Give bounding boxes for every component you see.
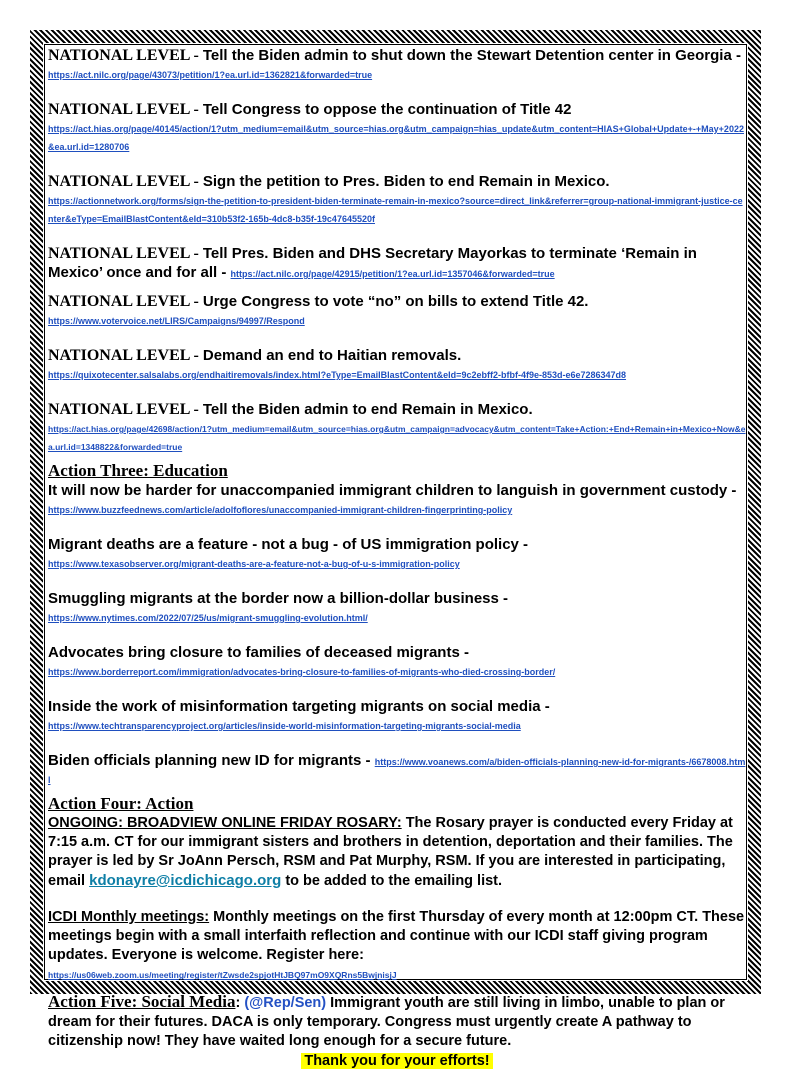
national-item-6: [48, 346, 746, 383]
article-link[interactable]: https://www.techtransparencyproject.org/articles/inside-world-misinformation-targeting-migrants-social-media: [48, 721, 521, 731]
item-title: Sign the petition to Pres. Biden to end Remain in Mexico.: [202, 173, 610, 190]
education-item-1: [48, 481, 746, 518]
zoom-register-link[interactable]: https://us06web.zoom.us/meeting/register/tZwsde2spjotHtJBQ97mO9XQRns5BwjnisjJ: [48, 970, 397, 980]
petition-link[interactable]: https://act.hias.org/page/42698/action/1?utm_medium=email&utm_source=hias.org&utm_campaign=advocacy&utm_content=Take+Action:+End+Remain+in+Mexico+Now&ea.url.id=1348822&forwarded=true: [48, 424, 746, 452]
national-item-7: [48, 400, 746, 455]
national-item-5: [48, 292, 746, 329]
icdi-label: ICDI Monthly meetings:: [48, 909, 210, 925]
contact-email-link[interactable]: kdonayre@icdichicago.org: [89, 872, 282, 889]
article-link[interactable]: https://www.texasobserver.org/migrant-deaths-are-a-feature-not-a-bug-of-u-s-immigration-policy: [48, 559, 460, 569]
item-title: It will now be harder for unaccompanied immigrant children to languish in government custody -: [48, 482, 737, 499]
item-title: Advocates bring closure to families of deceased migrants -: [48, 644, 469, 661]
item-title: Migrant deaths are a feature - not a bug - of US immigration policy -: [48, 536, 529, 553]
action-three-heading: Action Three: Education: [48, 461, 228, 480]
article-link[interactable]: https://www.borderreport.com/immigration/advocates-bring-closure-to-families-of-migrants-who-died-crossing-border/: [48, 667, 556, 677]
level-label: NATIONAL LEVEL -: [48, 401, 203, 418]
item-title: Tell the Biden admin to shut down the Stewart Detention center in Georgia -: [202, 47, 741, 64]
national-item-4: [48, 244, 746, 282]
level-label: NATIONAL LEVEL -: [48, 293, 203, 310]
petition-link[interactable]: https://act.nilc.org/page/43073/petition/1?ea.url.id=1362821&forwarded=true: [48, 70, 373, 80]
article-link[interactable]: https://www.voanews.com/a/biden-officials-planning-new-id-for-migrants-/6678008.html: [48, 757, 746, 785]
action-five-text: Immigrant youth are still living in limbo, unable to plan or dream for their futures. DACA is only temporary. Congress must urgently create A pathway to citizenship now! They have waited long enough for a secure future.: [48, 995, 725, 1049]
education-item-3: [48, 589, 746, 626]
education-item-2: [48, 535, 746, 572]
national-item-1: [48, 46, 746, 83]
national-item-2: [48, 100, 746, 155]
newsletter-content: [48, 46, 746, 1070]
petition-link[interactable]: https://act.nilc.org/page/42915/petition/1?ea.url.id=1357046&forwarded=true: [230, 269, 555, 279]
thank-you-banner: Thank you for your efforts!: [301, 1053, 492, 1069]
item-title: Biden officials planning new ID for migrants -: [48, 752, 375, 769]
education-item-5: [48, 697, 746, 734]
item-title: Tell the Biden admin to end Remain in Mexico.: [202, 401, 533, 418]
rosary-paragraph: [48, 814, 746, 891]
icdi-paragraph: [48, 908, 746, 984]
rosary-label: ONGOING: BROADVIEW ONLINE FRIDAY ROSARY:: [48, 815, 402, 831]
item-title: Urge Congress to vote “no” on bills to extend Title 42.: [202, 293, 589, 310]
level-label: NATIONAL LEVEL -: [48, 245, 203, 262]
national-item-3: [48, 172, 746, 227]
petition-link[interactable]: https://www.votervoice.net/LIRS/Campaigns/94997/Respond: [48, 316, 305, 326]
item-title: Inside the work of misinformation targeting migrants on social media -: [48, 698, 550, 715]
social-handle: (@Rep/Sen): [244, 995, 327, 1011]
rosary-tail: to be added to the emailing list.: [281, 873, 503, 889]
item-title: Tell Pres. Biden and DHS Secretary Mayorkas to terminate ‘Remain in Mexico’ once and for all -: [48, 245, 697, 281]
heading-colon: :: [235, 995, 245, 1011]
action-five-heading: Action Five: Social Media: [48, 992, 236, 1011]
petition-link[interactable]: https://act.hias.org/page/40145/action/1?utm_medium=email&utm_source=hias.org&utm_campaign=hias_update&utm_content=HIAS+Global+Update+-+May+2022&ea.url.id=1280706: [48, 124, 744, 152]
education-item-6: [48, 751, 746, 788]
rosary-text: The Rosary prayer is conducted every Friday at 7:15 a.m. CT for our immigrant sisters and brothers in detention, deportation and their families. The prayer is led by Sr JoAnn Persch, RSM and Pat Murphy, RSM. If you are interested in participating, email: [48, 815, 733, 889]
level-label: NATIONAL LEVEL -: [48, 347, 203, 364]
article-link[interactable]: https://www.nytimes.com/2022/07/25/us/migrant-smuggling-evolution.html/: [48, 613, 368, 623]
education-item-4: [48, 643, 746, 680]
item-title: Smuggling migrants at the border now a billion-dollar business -: [48, 590, 509, 607]
item-title: Demand an end to Haitian removals.: [202, 347, 462, 364]
level-label: NATIONAL LEVEL -: [48, 47, 203, 64]
icdi-text: Monthly meetings on the first Thursday of every month at 12:00pm CT. These meetings begin with a small interfaith reflection and continue with our ICDI staff giving program updates. Everyone is welcome. Register here:: [48, 909, 745, 963]
article-link[interactable]: https://www.buzzfeednews.com/article/adolfoflores/unaccompanied-immigrant-children-fingerprinting-policy: [48, 505, 513, 515]
petition-link[interactable]: https://quixotecenter.salsalabs.org/endhaitiremovals/index.html?eType=EmailBlastContent&eId=9c2ebff2-bfbf-4f9e-853d-e6e7286347d8: [48, 370, 627, 380]
petition-link[interactable]: https://actionnetwork.org/forms/sign-the-petition-to-president-biden-terminate-remain-in-mexico?source=direct_link&referrer=group-national-immigrant-justice-center&eType=EmailBlastContent&eId=310b53f2-165b-4dc8-b35f-19c47645520f: [48, 196, 743, 224]
level-label: NATIONAL LEVEL -: [48, 101, 203, 118]
action-five-paragraph: [48, 992, 746, 1051]
item-title: Tell Congress to oppose the continuation of Title 42: [202, 101, 572, 118]
level-label: NATIONAL LEVEL -: [48, 173, 203, 190]
action-four-heading: Action Four: Action: [48, 794, 194, 813]
